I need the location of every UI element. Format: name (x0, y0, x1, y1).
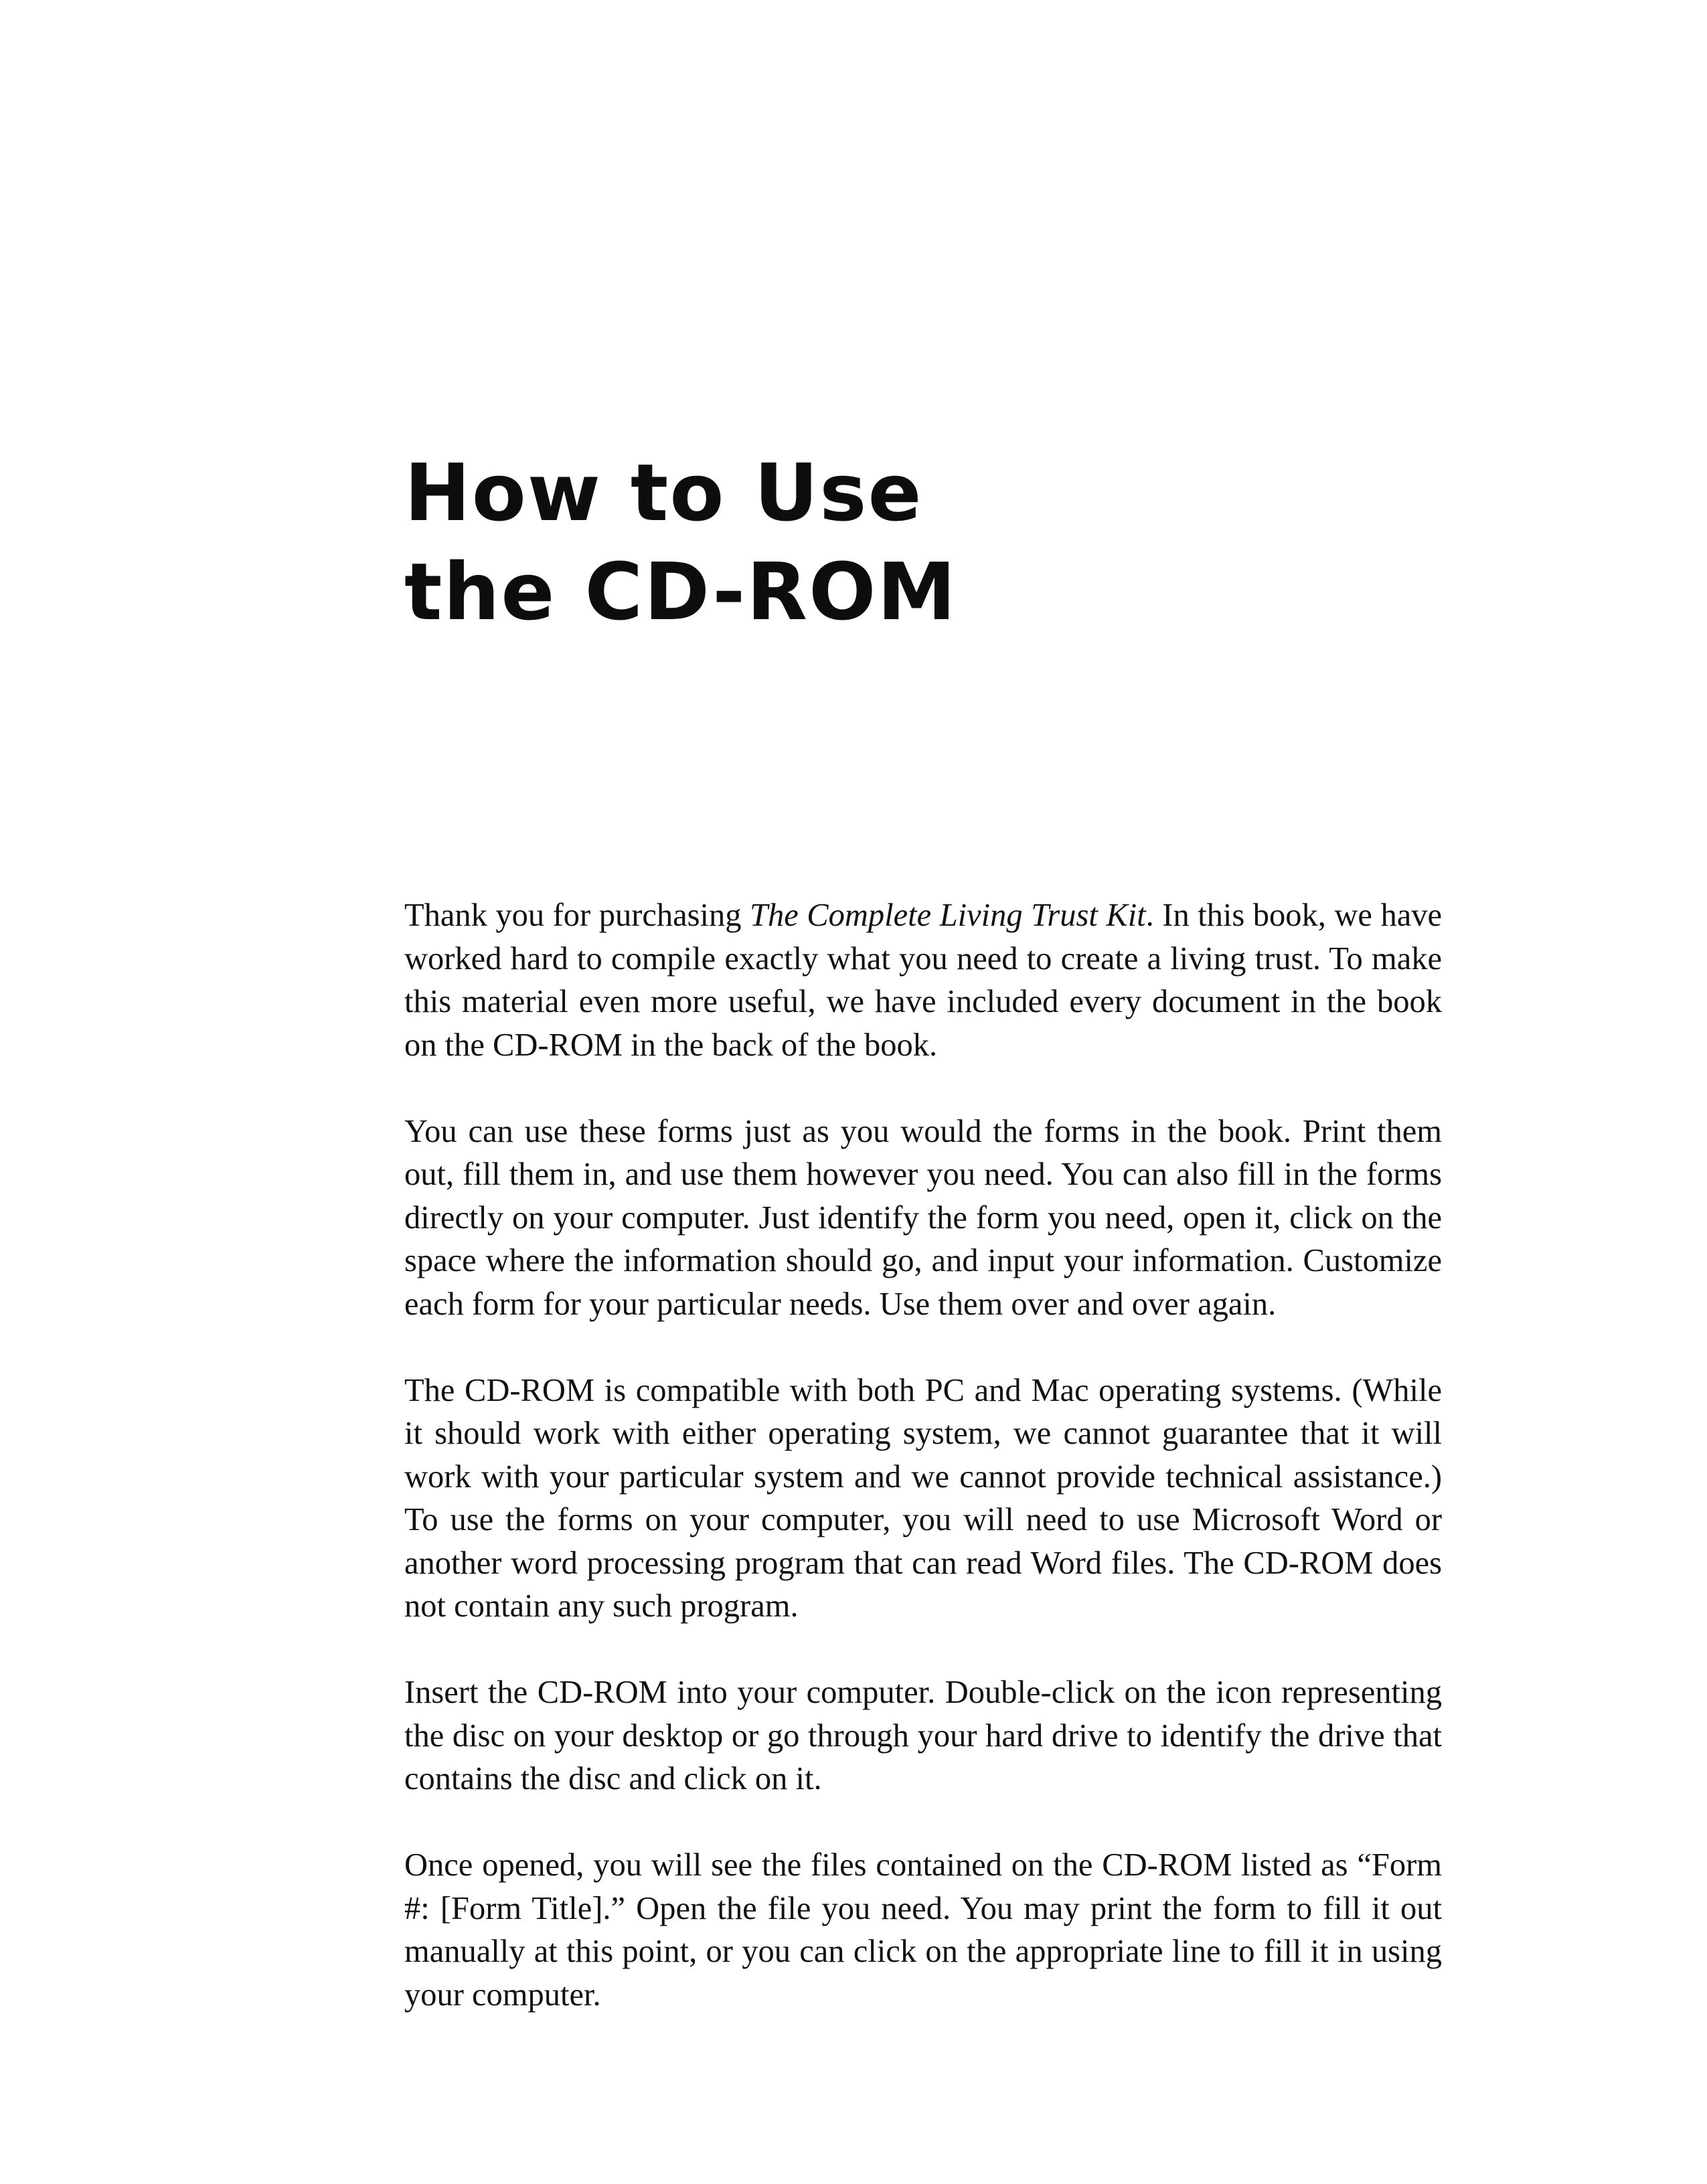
chapter-title (404, 443, 1475, 641)
paragraph-intro-rest: . In this book, we have worked hard to compile exactly what you need to create a living trust. To make this material even more useful, we have included every document in the book on the CD-ROM in the back of the book. (404, 898, 1442, 1063)
chapter-title-line-2: the CD-ROM (404, 545, 957, 638)
paragraph-intro-start: Thank you for purchasing (404, 898, 750, 933)
chapter-title-line-1: How to Use (404, 446, 923, 539)
book-title: The Complete Living Trust Kit (750, 898, 1146, 933)
paragraph-intro (404, 894, 1442, 1067)
paragraph-open-files: Once opened, you will see the files contained on the CD-ROM listed as “Form #: [Form Title].” Open the file you need. You may print the form to fill it out manually at this point, or you can click on the appropriate line to fill it in using your computer. (404, 1847, 1442, 2013)
paragraph-insert-disc: Insert the CD-ROM into your computer. Double-click on the icon representing the disc on your desktop or go through your hard drive to identify the drive that contains the disc and click on it. (404, 1675, 1442, 1796)
paragraph-compatibility: The CD-ROM is compatible with both PC and Mac operating systems. (While it should work with either operating system, we cannot guarantee that it will work with your particular system and we cannot provide technical assistance.) To use the forms on your computer, you will need to use Microsoft Word or another word processing program that can read Word files. The CD-ROM does not contain any such program. (404, 1372, 1442, 1624)
body-text (404, 894, 1442, 2017)
paragraph-using-forms: You can use these forms just as you would the forms in the book. Print them out, fill them in, and use them however you need. You can also fill in the forms directly on your computer. Just identify the form you need, open it, click on the space where the information should go, and input your information. Customize each form for your particular needs. Use them over and over again. (404, 1113, 1442, 1322)
